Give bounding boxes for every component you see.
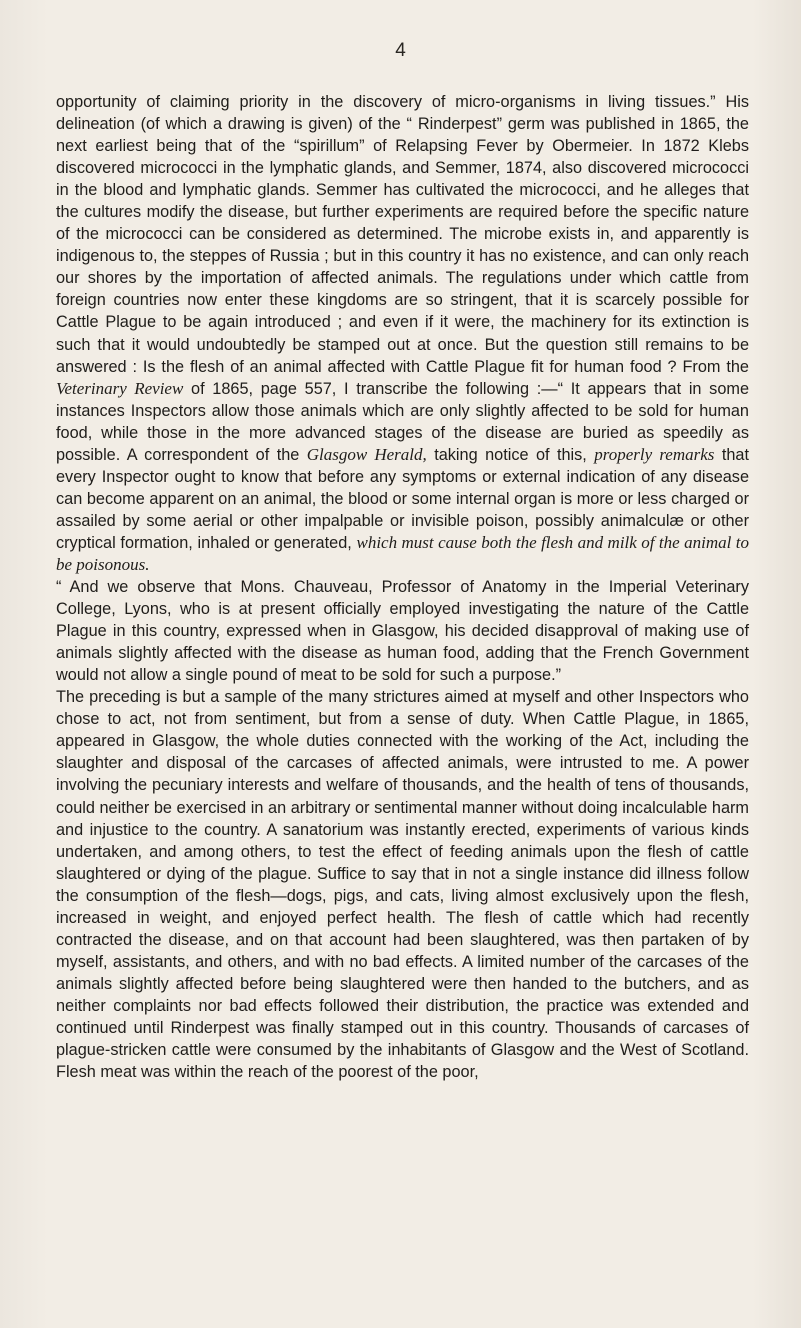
paragraph-1-text-d: that every Inspector ought to know that before any symptoms or external indication of any disease can become apparent on an animal, the blood or some internal organ is more or less charged or assailed by some aerial or other impalpable or invisible poison, possibly animalculæ or other cryptical formation, inhaled or generated, [56, 445, 749, 552]
emphasis-properly-remarks: properly remarks [594, 444, 715, 464]
journal-title-veterinary-review: Veterinary Review [56, 378, 184, 398]
paragraph-3: The preceding is but a sample of the many strictures aimed at myself and other Inspectors who chose to act, not from sentiment, but from a sense of duty. When Cattle Plague, in 1865, appeared in Glasgow, the whole duties connected with the working of the Act, including the slaughter and disposal of the carcases of affected animals, were intrusted to me. A power involving the pecuniary interests and welfare of thousands, and the health of tens of thousands, could neither be exercised in an arbitrary or sentimental manner without doing incalculable harm and injustice to the country. A sanatorium was instantly erected, experiments of various kinds undertaken, and among others, to test the effect of feeding animals upon the flesh of cattle slaughtered or dying of the plague. Suffice to say that in not a single instance did illness follow the consumption of the flesh—dogs, pigs, and cats, living almost exclusively upon the flesh, increased in weight, and enjoyed perfect health. The flesh of cattle which had recently contracted the disease, and on that account had been slaughtered, was then partaken of by myself, assistants, and others, and with no bad effects. A limited number of the carcases of the animals slightly affected before being slaughtered were then handed to the butchers, and as neither complaints nor bad effects followed their distribution, the practice was extended and continued until Rinderpest was finally stamped out in this country. Thousands of carcases of plague-stricken cattle were consumed by the inhabitants of Glasgow and the West of Scotland. Flesh meat was within the reach of the poorest of the poor, [56, 688, 749, 1082]
page-number: 4 [395, 40, 406, 61]
body-text [56, 91, 749, 1083]
paragraph-1-text-a: opportunity of claiming priority in the discovery of micro-organisms in living tissues.” His delineation (of which a drawing is given) of the “ Rinderpest” germ was published in 1865, the next earliest being that of the “spirillum” of Relapsing Fever by Obermeier. In 1872 Klebs discovered micrococci in the lymphatic glands, and Semmer, 1874, also discovered micrococci in the blood and lymphatic glands. Semmer has cultivated the micrococci, and he alleges that the cultures modify the disease, but further experiments are required before the specific nature of the micrococci can be considered as determined. The microbe exists in, and apparently is indigenous to, the steppes of Russia ; but in this country it has no existence, and can only reach our shores by the importation of affected animals. The regulations under which cattle from foreign countries now enter these kingdoms are so stringent, that it is scarcely possible for Cattle Plague to be again introduced ; and even if it were, the machinery for its extinction is such that it would undoubtedly be stamped out at once. But the question still remains to be answered : Is the flesh of an animal affected with Cattle Plague fit for human food ? From the [56, 93, 749, 376]
emphasis-poisonous-quote: which must cause both the flesh and milk of the animal to be poisonous. [56, 532, 749, 574]
paragraph-1-text-b: of 1865, page 557, I transcribe the following :—“ It appears that in some instances Inspectors allow those animals which are only slightly affected to be sold for human food, while those in the more advanced stages of the disease are buried as speedily as possible. A correspondent of the [56, 379, 749, 464]
newspaper-title-glasgow-herald: Glasgow Herald, [306, 444, 427, 464]
paragraph-1 [56, 91, 749, 576]
paragraph-2: “ And we observe that Mons. Chauveau, Professor of Anatomy in the Imperial Veterinary College, Lyons, who is at present officially employed investigating the nature of the Cattle Plague in this country, expressed when in Glasgow, his decided disapproval of making use of animals slightly affected with the disease as human food, adding that the French Government would not allow a single pound of meat to be sold for such a purpose.” [56, 578, 749, 685]
paragraph-1-text-c: taking notice of this, [426, 445, 595, 464]
